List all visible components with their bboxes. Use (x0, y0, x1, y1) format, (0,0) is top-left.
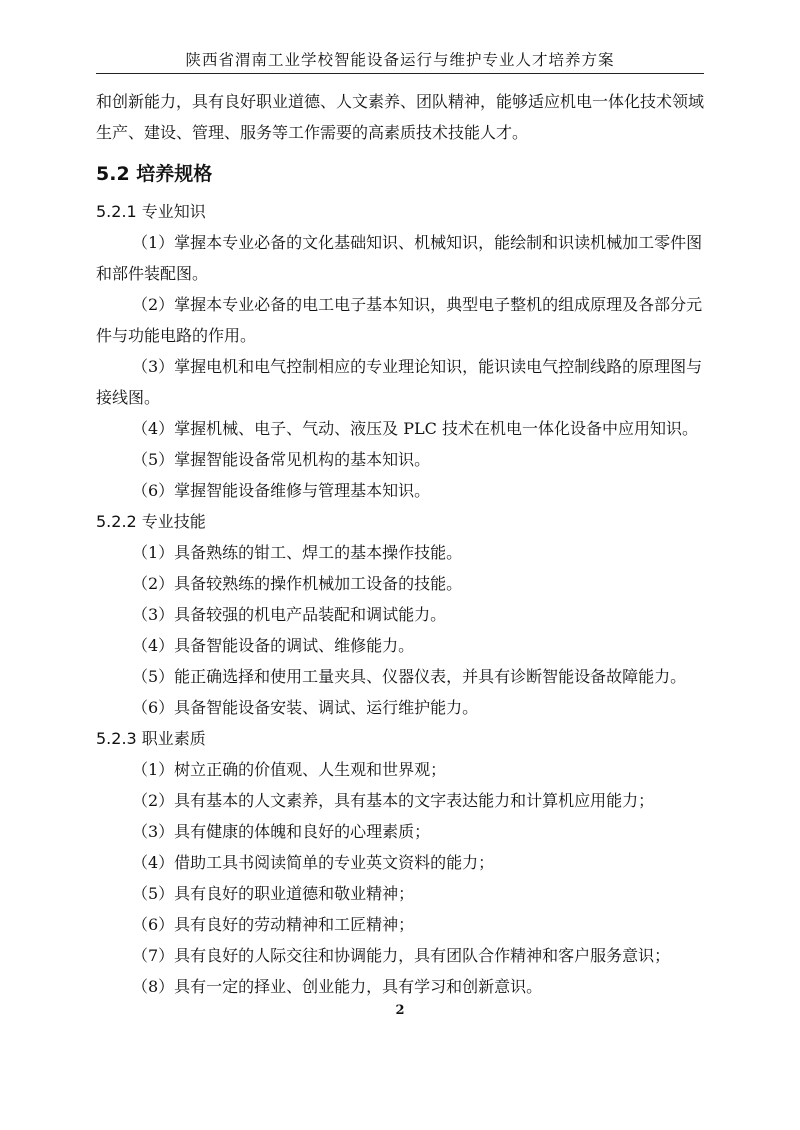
list-item: （1）掌握本专业必备的文化基础知识、机械知识，能绘制和识读机械加工零件图 (132, 233, 703, 252)
list-item-continuation: 件与功能电路的作用。 (96, 326, 257, 345)
list-item: （6）具备智能设备安装、调试、运行维护能力。 (132, 698, 479, 717)
list-item: （4）掌握机械、电子、气动、液压及 PLC 技术在机电一体化设备中应用知识。 (132, 419, 698, 438)
header-rule (96, 73, 704, 74)
subsection-heading-5-2-1: 5.2.1 专业知识 (96, 202, 206, 221)
document-body (96, 86, 704, 1002)
list-item: （5）具有良好的职业道德和敬业精神； (132, 884, 415, 903)
list-item: （1）树立正确的价值观、人生观和世界观； (132, 760, 447, 779)
page-number: 2 (395, 1003, 405, 1018)
list-item: （2）具有基本的人文素养，具有基本的文字表达能力和计算机应用能力； (132, 791, 655, 810)
list-item: （2）掌握本专业必备的电工电子基本知识，典型电子整机的组成原理及各部分元 (132, 295, 703, 314)
section-heading-5-2: 5.2 培养规格 (96, 163, 213, 185)
list-item: （5）能正确选择和使用工量夹具、仪器仪表，并具有诊断智能设备故障能力。 (132, 667, 687, 686)
list-item: （2）具备较熟练的操作机械加工设备的技能。 (132, 574, 463, 593)
page-header-title: 陕西省渭南工业学校智能设备运行与维护专业人才培养方案 (185, 51, 615, 69)
list-item: （3）具备较强的机电产品装配和调试能力。 (132, 605, 447, 624)
list-item: （6）具有良好的劳动精神和工匠精神； (132, 915, 415, 934)
subsection-heading-5-2-2: 5.2.2 专业技能 (96, 512, 206, 531)
paragraph-line: 和创新能力，具有良好职业道德、人文素养、团队精神，能够适应机电一体化技术领域 (96, 92, 705, 111)
subsection-heading-5-2-3: 5.2.3 职业素质 (96, 729, 206, 748)
list-item: （5）掌握智能设备常见机构的基本知识。 (132, 450, 431, 469)
list-item-continuation: 和部件装配图。 (96, 264, 209, 283)
list-item: （7）具有良好的人际交往和协调能力，具有团队合作精神和客户服务意识； (132, 946, 671, 965)
list-item: （4）借助工具书阅读简单的专业英文资料的能力； (132, 853, 495, 872)
list-item-continuation: 接线图。 (96, 388, 161, 407)
list-item: （3）具有健康的体魄和良好的心理素质； (132, 822, 431, 841)
list-item: （3）掌握电机和电气控制相应的专业理论知识，能识读电气控制线路的原理图与 (132, 357, 703, 376)
paragraph-line: 生产、建设、管理、服务等工作需要的高素质技术技能人才。 (96, 123, 529, 142)
list-item: （4）具备智能设备的调试、维修能力。 (132, 636, 415, 655)
list-item: （6）掌握智能设备维修与管理基本知识。 (132, 481, 431, 500)
list-item: （8）具有一定的择业、创业能力，具有学习和创新意识。 (132, 977, 543, 996)
list-item: （1）具备熟练的钳工、焊工的基本操作技能。 (132, 543, 463, 562)
